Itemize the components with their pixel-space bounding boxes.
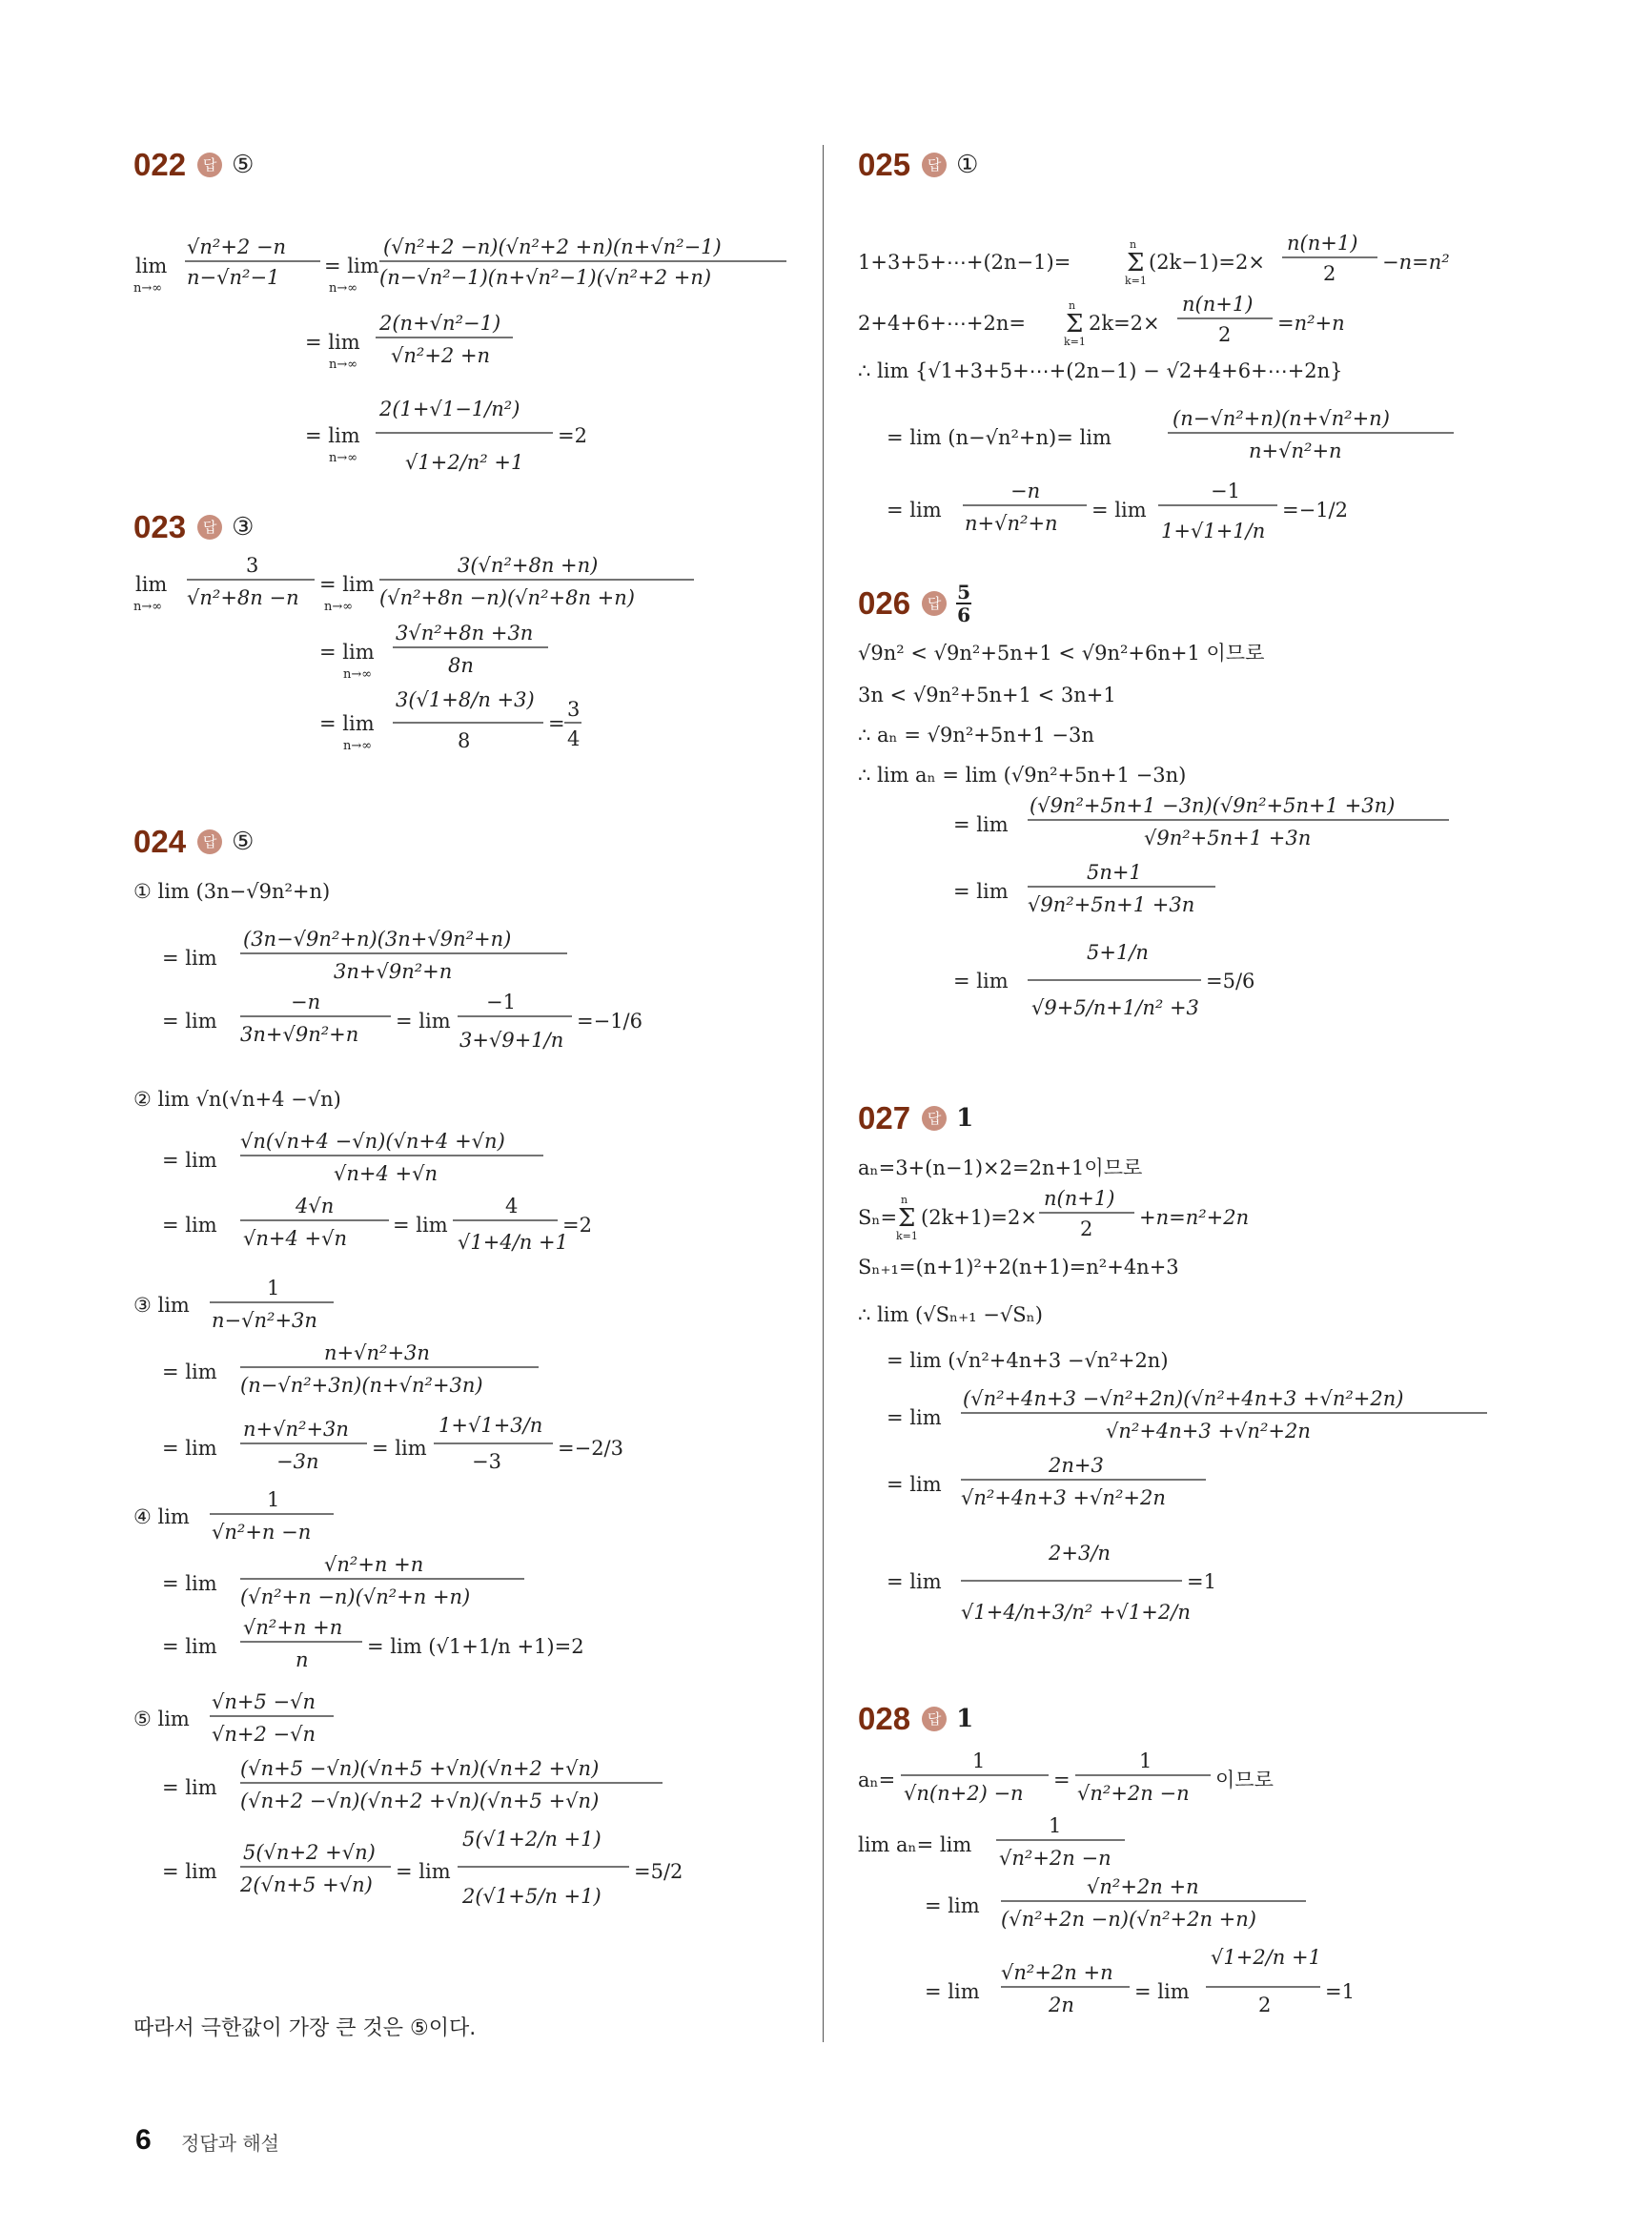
- page-footer-title: 정답과 해설: [181, 2132, 279, 2155]
- answer-denominator: 6: [957, 604, 971, 626]
- svg-text:=: =: [548, 712, 565, 735]
- svg-text:n→∞: n→∞: [133, 281, 163, 296]
- svg-text:= lim: = lim: [953, 970, 1009, 992]
- svg-text:n: n: [296, 1648, 309, 1671]
- svg-text:√n²+2n −n: √n²+2n −n: [999, 1847, 1112, 1870]
- svg-text:=: =: [1053, 1769, 1071, 1791]
- svg-text:= lim: = lim: [162, 1572, 217, 1595]
- svg-text:n: n: [901, 1194, 908, 1206]
- svg-text:2k=2×: 2k=2×: [1089, 312, 1160, 335]
- svg-text:= lim: = lim: [162, 1361, 217, 1383]
- svg-text:n(n+1): n(n+1): [1044, 1187, 1115, 1210]
- svg-text:= lim: = lim: [162, 1214, 217, 1237]
- svg-text:n(n+1): n(n+1): [1182, 293, 1254, 316]
- svg-text:√n(n+2) −n: √n(n+2) −n: [904, 1782, 1024, 1805]
- svg-text:= lim: = lim: [887, 1473, 942, 1496]
- svg-text:1: 1: [972, 1749, 986, 1772]
- svg-text:√n²+4n+3 +√n²+2n: √n²+4n+3 +√n²+2n: [961, 1486, 1166, 1509]
- svg-text:2+3/n: 2+3/n: [1049, 1542, 1111, 1565]
- svg-text:Sₙ₊₁=(n+1)²+2(n+1)=n²+4n+3: Sₙ₊₁=(n+1)²+2(n+1)=n²+4n+3: [858, 1256, 1179, 1279]
- svg-text:k=1: k=1: [896, 1230, 918, 1242]
- problem-023: [133, 505, 801, 782]
- svg-text:1: 1: [267, 1277, 280, 1299]
- svg-text:(3n−√9n²+n)(3n+√9n²+n): (3n−√9n²+n)(3n+√9n²+n): [243, 928, 512, 951]
- problem-025: [858, 143, 1525, 572]
- svg-text:n+√n²+n: n+√n²+n: [965, 512, 1058, 535]
- svg-text:= lim: = lim: [1134, 1980, 1190, 2003]
- svg-text:−n=n²: −n=n²: [1382, 251, 1450, 274]
- svg-text:√n²+2n −n: √n²+2n −n: [1077, 1782, 1190, 1805]
- svg-text:n+√n²+3n: n+√n²+3n: [243, 1418, 349, 1441]
- svg-text:+n=n²+2n: +n=n²+2n: [1139, 1206, 1250, 1229]
- svg-text:이므로: 이므로: [1215, 1769, 1274, 1791]
- svg-text:3√n²+8n +3n: 3√n²+8n +3n: [396, 622, 534, 644]
- solution-027: [858, 1140, 1525, 1674]
- svg-text:aₙ=: aₙ=: [858, 1769, 896, 1791]
- svg-text:= lim: = lim: [372, 1437, 427, 1460]
- svg-text:lim: lim: [135, 573, 168, 596]
- svg-text:= lim: = lim: [305, 331, 360, 354]
- svg-text:1: 1: [1139, 1749, 1152, 1772]
- svg-text:= lim (n−√n²+n)= lim: = lim (n−√n²+n)= lim: [887, 426, 1112, 449]
- svg-text:= lim: = lim: [393, 1214, 448, 1237]
- svg-text:= lim: = lim: [953, 813, 1009, 836]
- solution-022: [133, 187, 801, 473]
- svg-text:4: 4: [505, 1195, 519, 1217]
- svg-text:lim: lim: [135, 255, 168, 277]
- svg-text:(n−√n²−1)(n+√n²−1)(√n²+2 +n): (n−√n²−1)(n+√n²−1)(√n²+2 +n): [379, 266, 712, 289]
- svg-text:② lim √n(√n+4 −√n): ② lim √n(√n+4 −√n): [133, 1088, 341, 1111]
- svg-text:1+√1+3/n: 1+√1+3/n: [438, 1414, 543, 1437]
- svg-text:2(√1+5/n +1): 2(√1+5/n +1): [462, 1885, 602, 1908]
- svg-text:⑤ lim: ⑤ lim: [133, 1708, 190, 1730]
- svg-text:8: 8: [458, 729, 471, 752]
- svg-text:√n(√n+4 −√n)(√n+4 +√n): √n(√n+4 −√n)(√n+4 +√n): [240, 1130, 505, 1153]
- svg-text:= lim: = lim: [396, 1010, 451, 1033]
- svg-text:n→∞: n→∞: [133, 600, 163, 614]
- svg-text:(√n²+4n+3 −√n²+2n)(√n²+4n+3 +√: (√n²+4n+3 −√n²+2n)(√n²+4n+3 +√n²+2n): [963, 1387, 1404, 1410]
- svg-text:√n+2 −√n: √n+2 −√n: [212, 1723, 316, 1746]
- svg-text:√n²+n +n: √n²+n +n: [243, 1616, 343, 1639]
- problem-number: 022: [133, 147, 187, 182]
- answer-tag: 답: [922, 1106, 947, 1131]
- svg-text:√n+5 −√n: √n+5 −√n: [212, 1690, 316, 1713]
- svg-text:1+3+5+⋯+(2n−1)=: 1+3+5+⋯+(2n−1)=: [858, 251, 1071, 274]
- svg-text:n−√n²+3n: n−√n²+3n: [212, 1309, 317, 1332]
- svg-text:8n: 8n: [448, 654, 474, 677]
- svg-text:3(√1+8/n +3): 3(√1+8/n +3): [396, 688, 535, 711]
- solution-025: [858, 187, 1525, 568]
- svg-text:3n+√9n²+n: 3n+√9n²+n: [240, 1023, 359, 1046]
- answer: ⑤: [232, 151, 255, 179]
- svg-text:√n²+8n −n: √n²+8n −n: [187, 586, 299, 609]
- answer-tag: 답: [922, 591, 947, 616]
- svg-text:√n²+4n+3 +√n²+2n: √n²+4n+3 +√n²+2n: [1106, 1420, 1311, 1442]
- answer-numerator: 5: [957, 581, 971, 604]
- svg-text:(√n²+8n −n)(√n²+8n +n): (√n²+8n −n)(√n²+8n +n): [379, 586, 635, 609]
- svg-text:=2: =2: [558, 424, 587, 447]
- svg-text:= lim: = lim: [162, 1149, 217, 1172]
- svg-text:2: 2: [1218, 323, 1232, 346]
- svg-text:2(√n+5 +√n): 2(√n+5 +√n): [240, 1873, 373, 1896]
- svg-text:=5/6: =5/6: [1206, 970, 1255, 992]
- svg-text:2: 2: [1080, 1217, 1093, 1240]
- svg-text:√n+4 +√n: √n+4 +√n: [334, 1162, 438, 1185]
- svg-text:√1+4/n+3/n² +√1+2/n: √1+4/n+3/n² +√1+2/n: [961, 1601, 1191, 1624]
- svg-text:4: 4: [567, 727, 581, 750]
- svg-text:√n²+2 −n: √n²+2 −n: [187, 235, 287, 258]
- svg-text:−3: −3: [472, 1450, 501, 1473]
- svg-text:√9n²+5n+1 +3n: √9n²+5n+1 +3n: [1144, 827, 1312, 849]
- svg-text:∴ lim {√1+3+5+⋯+(2n−1) − √2+4+: ∴ lim {√1+3+5+⋯+(2n−1) − √2+4+6+⋯+2n}: [858, 359, 1343, 382]
- svg-text:= lim: = lim: [319, 573, 375, 596]
- svg-text:3+√9+1/n: 3+√9+1/n: [459, 1029, 564, 1052]
- answer-tag: 답: [197, 515, 222, 540]
- svg-text:= lim: = lim: [324, 255, 379, 277]
- svg-text:= lim: = lim: [162, 1776, 217, 1799]
- svg-text:√n²+n −n: √n²+n −n: [212, 1521, 312, 1544]
- svg-text:√9n² < √9n²+5n+1 < √9n²+6n+1 이: √9n² < √9n²+5n+1 < √9n²+6n+1 이므로: [858, 642, 1265, 665]
- svg-text:n→∞: n→∞: [343, 667, 373, 682]
- svg-text:n+√n²+3n: n+√n²+3n: [324, 1341, 430, 1364]
- problem-028: [858, 1697, 1525, 2069]
- svg-text:√9+5/n+1/n² +3: √9+5/n+1/n² +3: [1031, 996, 1199, 1019]
- svg-text:−3n: −3n: [276, 1450, 319, 1473]
- svg-text:∴ aₙ = √9n²+5n+1 −3n: ∴ aₙ = √9n²+5n+1 −3n: [858, 724, 1094, 747]
- problem-026: [858, 582, 1525, 1030]
- svg-text:n: n: [1130, 238, 1137, 251]
- solution-024: [133, 864, 801, 2008]
- svg-text:= lim (√n²+4n+3 −√n²+2n): = lim (√n²+4n+3 −√n²+2n): [887, 1349, 1169, 1372]
- svg-text:=−1/2: =−1/2: [1282, 499, 1348, 522]
- svg-text:= lim: = lim: [1091, 499, 1147, 522]
- problem-024: [133, 820, 801, 2040]
- svg-text:(2k+1)=2×: (2k+1)=2×: [921, 1206, 1037, 1229]
- svg-text:= lim (√1+1/n +1)=2: = lim (√1+1/n +1)=2: [367, 1635, 584, 1658]
- problem-number: 024: [133, 824, 187, 859]
- svg-text:2(1+√1−1/n²): 2(1+√1−1/n²): [379, 398, 520, 420]
- svg-text:∴ lim (√Sₙ₊₁ −√Sₙ): ∴ lim (√Sₙ₊₁ −√Sₙ): [858, 1303, 1043, 1326]
- svg-text:=1: =1: [1187, 1570, 1216, 1593]
- svg-text:−1: −1: [1211, 480, 1240, 502]
- svg-text:√n²+n +n: √n²+n +n: [324, 1553, 424, 1576]
- svg-text:Sₙ=: Sₙ=: [858, 1206, 898, 1229]
- svg-text:5(√1+2/n +1): 5(√1+2/n +1): [462, 1828, 602, 1851]
- svg-text:√1+4/n +1: √1+4/n +1: [458, 1231, 568, 1254]
- svg-text:5+1/n: 5+1/n: [1087, 941, 1149, 964]
- svg-text:√n²+2 +n: √n²+2 +n: [391, 344, 491, 367]
- problem-022: [133, 143, 801, 477]
- svg-text:√9n²+5n+1 +3n: √9n²+5n+1 +3n: [1028, 893, 1195, 916]
- svg-text:√n+4 +√n: √n+4 +√n: [243, 1227, 348, 1250]
- page-number: 6: [135, 2124, 152, 2156]
- problem-number: 025: [858, 147, 911, 182]
- svg-text:Σ: Σ: [1066, 310, 1084, 338]
- conclusion-text: 따라서 극한값이 가장 큰 것은 ⑤이다.: [133, 2016, 477, 2040]
- svg-text:3n+√9n²+n: 3n+√9n²+n: [334, 960, 453, 983]
- svg-text:2n+3: 2n+3: [1049, 1454, 1104, 1477]
- svg-text:2: 2: [1258, 1994, 1272, 2016]
- svg-text:=5/2: =5/2: [634, 1860, 683, 1883]
- svg-text:3: 3: [567, 698, 581, 721]
- svg-text:2(n+√n²−1): 2(n+√n²−1): [379, 312, 501, 335]
- svg-text:= lim: = lim: [319, 712, 375, 735]
- answer: 1: [956, 1104, 974, 1133]
- svg-text:=2: =2: [562, 1214, 592, 1237]
- svg-text:= lim: = lim: [162, 1635, 217, 1658]
- svg-text:2n: 2n: [1049, 1994, 1074, 2016]
- svg-text:n: n: [1069, 299, 1076, 312]
- svg-text:n→∞: n→∞: [329, 281, 358, 296]
- solution-023: [133, 549, 801, 778]
- svg-text:④ lim: ④ lim: [133, 1505, 190, 1528]
- svg-text:3: 3: [246, 554, 259, 577]
- svg-text:= lim: = lim: [396, 1860, 451, 1883]
- svg-text:= lim: = lim: [305, 424, 360, 447]
- answer: 1: [956, 1705, 974, 1733]
- svg-text:aₙ=3+(n−1)×2=2n+1이므로: aₙ=3+(n−1)×2=2n+1이므로: [858, 1156, 1143, 1179]
- svg-text:= lim: = lim: [162, 947, 217, 970]
- svg-text:(√n+5 −√n)(√n+5 +√n)(√n+2 +√n): (√n+5 −√n)(√n+5 +√n)(√n+2 +√n): [240, 1757, 600, 1780]
- svg-text:(√n²+n −n)(√n²+n +n): (√n²+n −n)(√n²+n +n): [240, 1586, 471, 1608]
- answer-tag: 답: [922, 1707, 947, 1731]
- problem-027: [858, 1096, 1525, 1678]
- problem-number: 026: [858, 585, 911, 621]
- svg-text:n→∞: n→∞: [324, 600, 354, 614]
- svg-text:2: 2: [1323, 262, 1336, 285]
- svg-text:=−2/3: =−2/3: [558, 1437, 623, 1460]
- answer-tag: 답: [197, 829, 222, 854]
- svg-text:(2k−1)=2×: (2k−1)=2×: [1149, 251, 1265, 274]
- svg-text:(√n²+2n −n)(√n²+2n +n): (√n²+2n −n)(√n²+2n +n): [1001, 1908, 1256, 1931]
- answer: ⑤: [232, 828, 255, 856]
- svg-text:n→∞: n→∞: [329, 451, 358, 465]
- svg-text:4√n: 4√n: [296, 1195, 335, 1217]
- svg-text:=n²+n: =n²+n: [1277, 312, 1345, 335]
- solution-026: [858, 625, 1525, 1026]
- svg-text:(n−√n²+n)(n+√n²+n): (n−√n²+n)(n+√n²+n): [1173, 407, 1390, 430]
- svg-text:√n²+2n +n: √n²+2n +n: [1001, 1961, 1113, 1984]
- svg-text:∴ lim aₙ = lim (√9n²+5n+1 −3n): ∴ lim aₙ = lim (√9n²+5n+1 −3n): [858, 764, 1187, 787]
- svg-text:= lim: = lim: [925, 1894, 980, 1917]
- svg-text:1: 1: [1049, 1814, 1062, 1837]
- svg-text:= lim: = lim: [319, 641, 375, 664]
- svg-text:1+√1+1/n: 1+√1+1/n: [1161, 520, 1266, 542]
- svg-text:5(√n+2 +√n): 5(√n+2 +√n): [243, 1841, 376, 1864]
- svg-text:n−√n²−1: n−√n²−1: [187, 266, 280, 289]
- svg-text:=−1/6: =−1/6: [577, 1010, 642, 1033]
- svg-text:k=1: k=1: [1064, 336, 1086, 348]
- answer-tag: 답: [197, 153, 222, 177]
- svg-text:(n−√n²+3n)(n+√n²+3n): (n−√n²+3n)(n+√n²+3n): [240, 1374, 483, 1397]
- answer-tag: 답: [922, 153, 947, 177]
- svg-text:−n: −n: [1010, 480, 1041, 502]
- svg-text:n→∞: n→∞: [329, 358, 358, 372]
- svg-text:③ lim: ③ lim: [133, 1294, 190, 1317]
- svg-text:√1+2/n² +1: √1+2/n² +1: [405, 451, 524, 473]
- svg-text:(√n+2 −√n)(√n+2 +√n)(√n+5 +√n): (√n+2 −√n)(√n+2 +√n)(√n+5 +√n): [240, 1790, 600, 1812]
- svg-text:3n < √9n²+5n+1 < 3n+1: 3n < √9n²+5n+1 < 3n+1: [858, 684, 1116, 706]
- svg-text:= lim: = lim: [887, 1570, 942, 1593]
- svg-text:Σ: Σ: [898, 1204, 916, 1233]
- svg-text:= lim: = lim: [162, 1860, 217, 1883]
- problem-number: 028: [858, 1701, 911, 1736]
- svg-text:√n²+2n +n: √n²+2n +n: [1087, 1875, 1199, 1898]
- problem-number: 027: [858, 1100, 911, 1135]
- answer: ①: [956, 151, 979, 179]
- svg-text:−n: −n: [291, 991, 321, 1013]
- svg-text:5n+1: 5n+1: [1087, 861, 1142, 884]
- svg-text:n+√n²+n: n+√n²+n: [1249, 440, 1342, 462]
- svg-text:= lim: = lim: [925, 1980, 980, 2003]
- problem-number: 023: [133, 509, 187, 544]
- svg-text:① lim (3n−√9n²+n): ① lim (3n−√9n²+n): [133, 880, 331, 903]
- svg-text:(√9n²+5n+1 −3n)(√9n²+5n+1 +3n): (√9n²+5n+1 −3n)(√9n²+5n+1 +3n): [1030, 794, 1396, 817]
- solution-028: [858, 1741, 1525, 2065]
- svg-text:lim aₙ= lim: lim aₙ= lim: [858, 1833, 972, 1856]
- svg-text:=1: =1: [1325, 1980, 1355, 2003]
- column-divider: [823, 145, 824, 2042]
- svg-text:3(√n²+8n +n): 3(√n²+8n +n): [458, 554, 599, 577]
- svg-text:= lim: = lim: [162, 1437, 217, 1460]
- svg-text:= lim: = lim: [887, 499, 942, 522]
- svg-text:2+4+6+⋯+2n=: 2+4+6+⋯+2n=: [858, 312, 1026, 335]
- svg-text:= lim: = lim: [953, 880, 1009, 903]
- svg-text:n→∞: n→∞: [343, 739, 373, 753]
- svg-text:−1: −1: [486, 991, 516, 1013]
- svg-text:√1+2/n +1: √1+2/n +1: [1211, 1946, 1321, 1969]
- svg-text:= lim: = lim: [887, 1406, 942, 1429]
- svg-text:n(n+1): n(n+1): [1287, 232, 1358, 255]
- answer-fraction: [956, 582, 971, 625]
- svg-text:Σ: Σ: [1127, 249, 1145, 277]
- svg-text:(√n²+2 −n)(√n²+2 +n)(n+√n²−1): (√n²+2 −n)(√n²+2 +n)(n+√n²−1): [383, 235, 722, 258]
- svg-text:= lim: = lim: [162, 1010, 217, 1033]
- svg-text:k=1: k=1: [1125, 275, 1147, 287]
- svg-text:1: 1: [267, 1488, 280, 1511]
- answer: ③: [232, 513, 255, 542]
